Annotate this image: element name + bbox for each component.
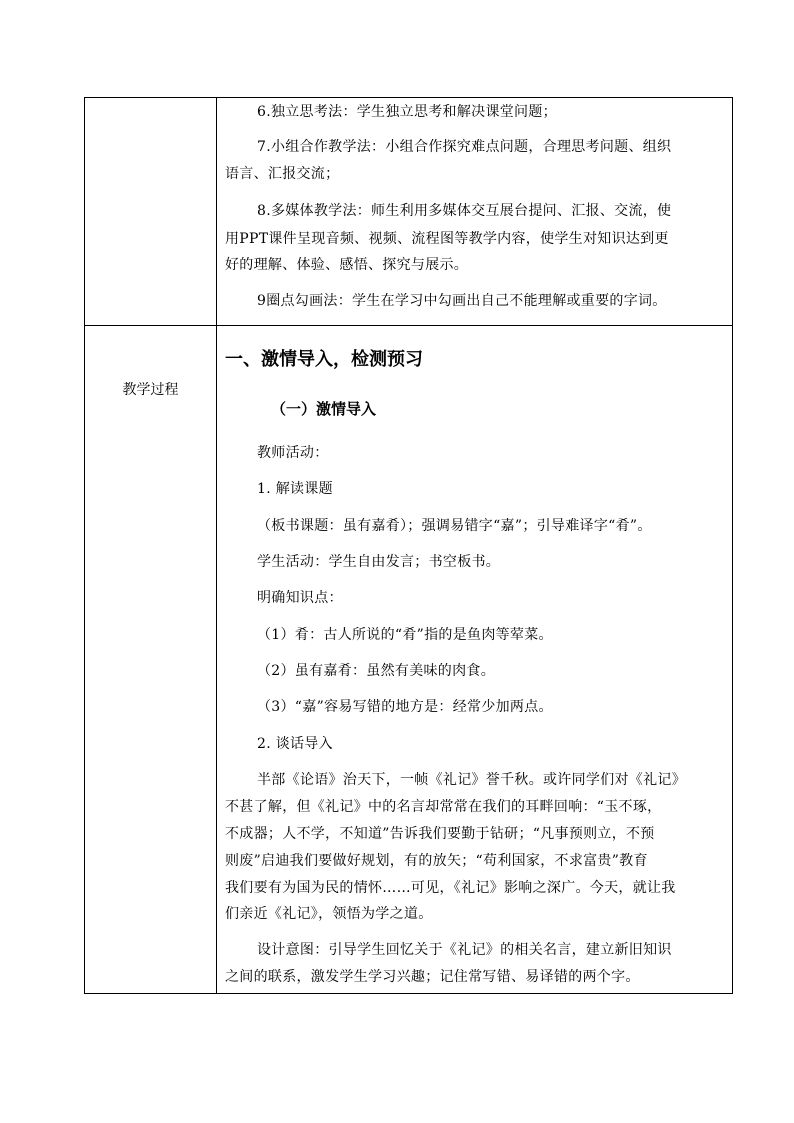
method-8-line-1: 8.多媒体教学法：师生利用多媒体交互展台提问、汇报、交流，使: [257, 203, 672, 219]
talk-paragraph-line-2: 不甚了解，但《礼记》中的名言却常常在我们的耳畔回响：“玉不琢，: [225, 799, 662, 815]
talk-paragraph-line-1: 半部《论语》治天下，一帧《礼记》誉千秋。或许同学们对《礼记》: [257, 772, 686, 788]
method-9: 9圈点勾画法：学生在学习中勾画出自己不能理解或重要的字词。: [257, 293, 667, 309]
method-7-line-1: 7.小组合作教学法：小组合作探究难点问题，合理思考问题、组织: [257, 139, 672, 155]
method-8-line-2: 用PPT课件呈现音频、视频、流程图等教学内容，使学生对知识达到更: [225, 231, 669, 247]
section-heading: 一、激情导入，检测预习: [225, 349, 423, 370]
lesson-plan-table: [84, 97, 733, 994]
subsection-heading: （一）激情导入: [271, 400, 377, 418]
knowledge-point-2: （2）虽有嘉肴：虽然有美味的肉食。: [257, 663, 496, 679]
teacher-activity-label: 教师活动：: [257, 445, 329, 461]
knowledge-point-3: （3）“嘉”容易写错的地方是：经常少加两点。: [257, 699, 553, 715]
knowledge-point-1: （1）肴：古人所说的“肴”指的是鱼肉等荤菜。: [257, 627, 553, 643]
talk-paragraph-line-5: 我们要有为国为民的情怀……可见，《礼记》影响之深广。今天，就让我: [225, 880, 676, 896]
item-1-detail: （板书课题：虽有嘉肴）；强调易错字“嘉”；引导难译字“肴”。: [257, 518, 652, 534]
method-7-line-2: 语言、汇报交流；: [225, 166, 340, 182]
talk-paragraph-line-6: 们亲近《礼记》，领悟为学之道。: [225, 906, 433, 922]
method-6: 6.独立思考法：学生独立思考和解决课堂问题；: [257, 104, 557, 120]
item-1-title: 1. 解读课题: [257, 481, 333, 497]
row-label-teaching-process: 教学过程: [122, 382, 179, 398]
row-divider: [85, 325, 732, 326]
design-intent-line-2: 之间的联系，激发学生学习兴趣；记住常写错、易译错的两个字。: [225, 969, 640, 985]
knowledge-label: 明确知识点：: [257, 590, 343, 606]
talk-paragraph-line-3: 不成器；人不学，不知道”告诉我们要勤于钻研；“凡事预则立，不预: [225, 826, 655, 842]
talk-paragraph-line-4: 则废”启迪我们要做好规划，有的放矢；“苟利国家，不求富贵”教育: [225, 853, 648, 869]
student-activity: 学生活动：学生自由发言；书空板书。: [257, 554, 501, 570]
column-divider: [216, 98, 217, 993]
item-2-title: 2. 谈话导入: [257, 736, 333, 752]
design-intent-line-1: 设计意图：引导学生回忆关于《礼记》的相关名言，建立新旧知识: [257, 942, 672, 958]
method-8-line-3: 好的理解、体验、感悟、探究与展示。: [225, 257, 469, 273]
